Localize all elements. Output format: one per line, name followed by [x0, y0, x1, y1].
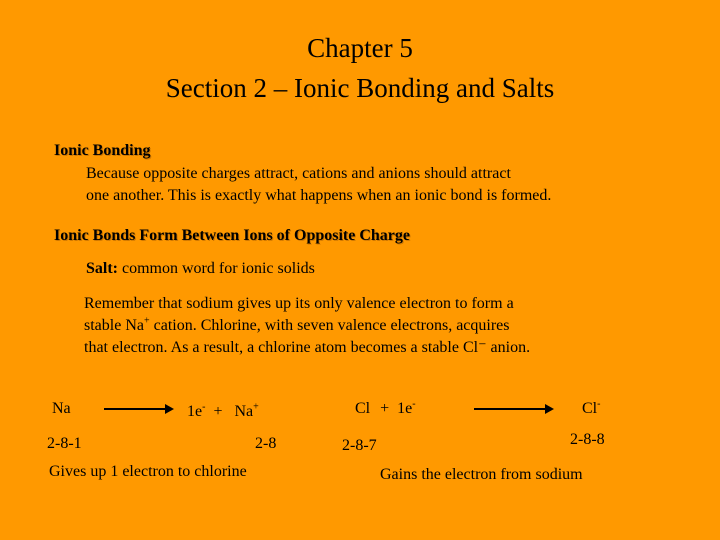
sodium-reactant: Na	[52, 400, 71, 417]
remember-text-line2	[84, 316, 510, 336]
remember-text-line1: Remember that sodium gives up its only valence electron to form a	[84, 295, 514, 312]
salt-definition	[86, 259, 315, 279]
sodium-config-after: 2-8	[255, 435, 277, 452]
sodium-electron-charge: -	[202, 401, 206, 413]
sodium-ion: Na	[234, 403, 254, 420]
sodium-plus: +	[213, 403, 223, 420]
chlorine-reactant: Cl	[355, 400, 371, 417]
sodium-reaction-arrow-icon	[104, 408, 172, 410]
remember-text-line3: that electron. As a result, a chlorine atom becomes a stable Cl⁻ anion.	[84, 339, 531, 356]
chlorine-ion: Cl	[582, 400, 598, 417]
chlorine-caption: Gains the electron from sodium	[380, 466, 583, 483]
salt-term: Salt:	[86, 260, 118, 277]
remember-line2-post: cation. Chlorine, with seven valence electrons, acquires	[149, 317, 510, 334]
sodium-ion-charge: +	[253, 401, 259, 413]
chlorine-config-before: 2-8-7	[342, 437, 377, 454]
remember-line2-pre: stable Na	[84, 317, 144, 334]
sodium-config-before: 2-8-1	[47, 435, 82, 452]
chlorine-reaction-arrow-icon	[474, 408, 552, 410]
sodium-products	[187, 402, 259, 422]
chlorine-plus: +	[380, 400, 390, 417]
page-title-line2: Section 2 – Ionic Bonding and Salts	[165, 73, 555, 103]
ionic-bonding-heading: Ionic Bonding	[54, 142, 151, 159]
chlorine-product	[582, 399, 600, 419]
chlorine-reactants	[355, 399, 416, 419]
sodium-caption: Gives up 1 electron to chlorine	[49, 463, 247, 480]
remember-line2-sup: +	[143, 315, 150, 327]
ionic-bonding-text-line1: Because opposite charges attract, cations and anions should attract	[86, 165, 511, 182]
ionic-bonding-text-line2: one another. This is exactly what happens when an ionic bond is formed.	[86, 187, 552, 204]
chlorine-electron: 1e	[397, 400, 413, 417]
ionic-bonds-heading: Ionic Bonds Form Between Ions of Opposite Charge	[54, 227, 411, 244]
chlorine-electron-charge: -	[412, 398, 416, 410]
page-title-line1: Chapter 5	[307, 33, 413, 63]
salt-definition-text: common word for ionic solids	[122, 260, 315, 277]
chlorine-config-after: 2-8-8	[570, 431, 605, 448]
chlorine-ion-charge: -	[597, 398, 601, 410]
sodium-electron: 1e	[187, 403, 203, 420]
